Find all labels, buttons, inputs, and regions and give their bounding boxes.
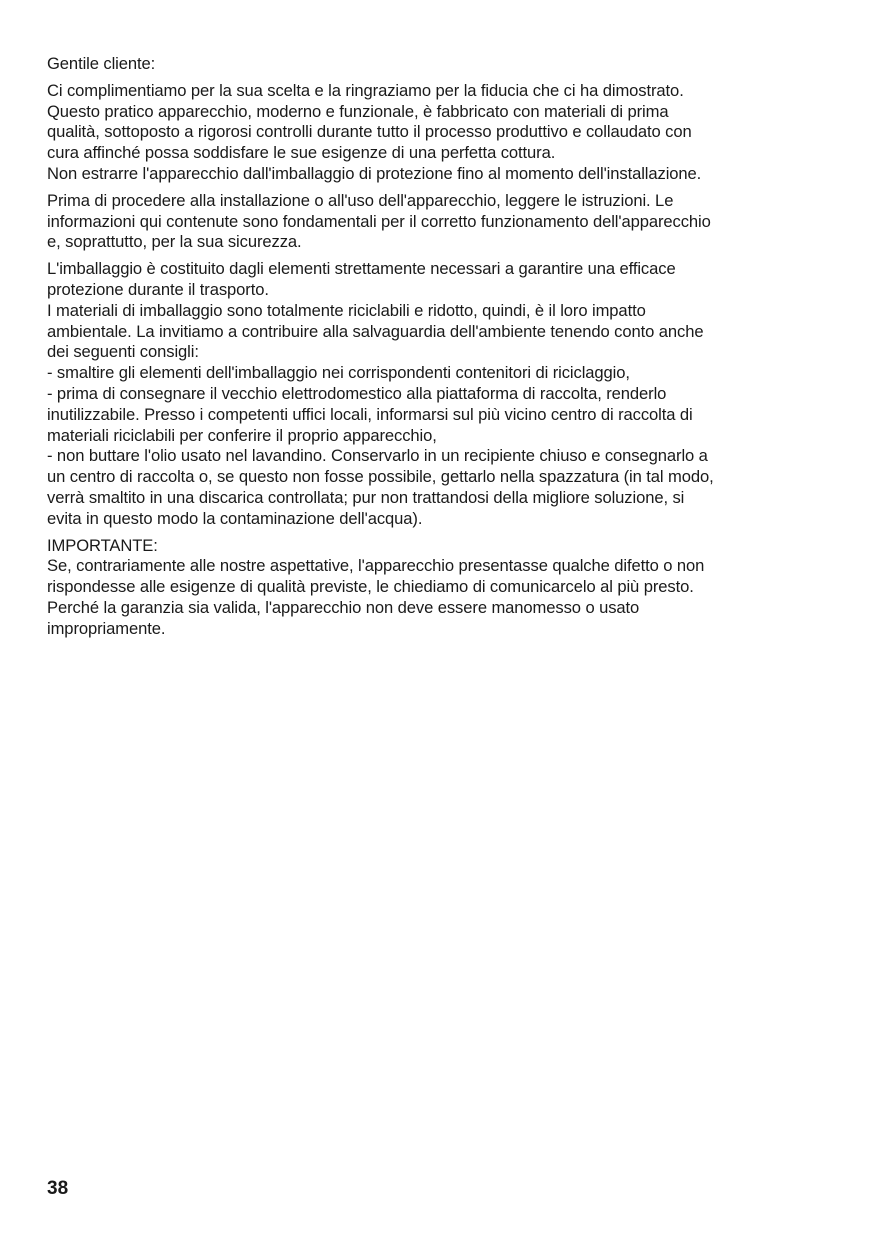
text-line: Questo pratico apparecchio, moderno e funzionale, è fabbricato con materiali di prima	[47, 101, 669, 121]
text-line: Ci complimentiamo per la sua scelta e la ringraziamo per la fiducia che ci ha dimostrato.	[47, 80, 684, 100]
text-line: cura affinché possa soddisfare le sue esigenze di una perfetta cottura.	[47, 143, 556, 163]
text-line: e, soprattutto, per la sua sicurezza.	[47, 232, 302, 252]
text-line: ambientale. La invitiamo a contribuire alla salvaguardia dell'ambiente tenendo conto anche	[47, 321, 704, 341]
paragraph-packaging	[47, 259, 837, 529]
paragraph-instructions	[47, 191, 837, 253]
page-number: 38	[47, 1178, 69, 1199]
text-line: I materiali di imballaggio sono totalmente riciclabili e ridotto, quindi, è il loro impatto	[47, 300, 646, 320]
text-line: - prima di consegnare il vecchio elettrodomestico alla piattaforma di raccolta, renderlo	[47, 383, 667, 403]
paragraph-thanks	[47, 81, 837, 185]
greeting	[47, 54, 837, 75]
text-line: un centro di raccolta o, se questo non fosse possibile, gettarlo nella spazzatura (in tal modo,	[47, 467, 714, 487]
text-line: materiali riciclabili per conferire il proprio apparecchio,	[47, 425, 437, 445]
text-line: protezione durante il trasporto.	[47, 279, 269, 299]
text-line: verrà smaltito in una discarica controllata; pur non trattandosi della migliore soluzione, si	[47, 487, 685, 507]
text-line: L'imballaggio è costituito dagli elementi strettamente necessari a garantire una efficace	[47, 259, 676, 279]
text-line: Se, contrariamente alle nostre aspettative, l'apparecchio presentasse qualche difetto o non	[47, 556, 705, 576]
text-line: inutilizzabile. Presso i competenti uffici locali, informarsi sul più vicino centro di raccolta di	[47, 404, 693, 424]
document-body	[47, 54, 837, 646]
text-line: dei seguenti consigli:	[47, 342, 199, 362]
text-line: Prima di procedere alla installazione o all'uso dell'apparecchio, leggere le istruzioni. Le	[47, 190, 674, 210]
greeting-text: Gentile cliente:	[47, 54, 156, 73]
text-line: Non estrarre l'apparecchio dall'imballaggio di protezione fino al momento dell'installazione.	[47, 163, 702, 183]
text-line: rispondesse alle esigenze di qualità previste, le chiediamo di comunicarcelo al più presto.	[47, 577, 694, 597]
text-line: - smaltire gli elementi dell'imballaggio nei corrispondenti contenitori di riciclaggio,	[47, 363, 630, 383]
paragraph-important	[47, 536, 837, 640]
text-line: evita in questo modo la contaminazione dell'acqua).	[47, 508, 423, 528]
text-line: - non buttare l'olio usato nel lavandino. Conservarlo in un recipiente chiuso e consegnarlo a	[47, 446, 708, 466]
text-line: impropriamente.	[47, 618, 166, 638]
text-line: Perché la garanzia sia valida, l'apparecchio non deve essere manomesso o usato	[47, 597, 640, 617]
text-line: qualità, sottoposto a rigorosi controlli durante tutto il processo produttivo e collaudato con	[47, 122, 692, 142]
text-line: informazioni qui contenute sono fondamentali per il corretto funzionamento dell'apparecchio	[47, 211, 711, 231]
text-line: IMPORTANTE:	[47, 535, 158, 555]
